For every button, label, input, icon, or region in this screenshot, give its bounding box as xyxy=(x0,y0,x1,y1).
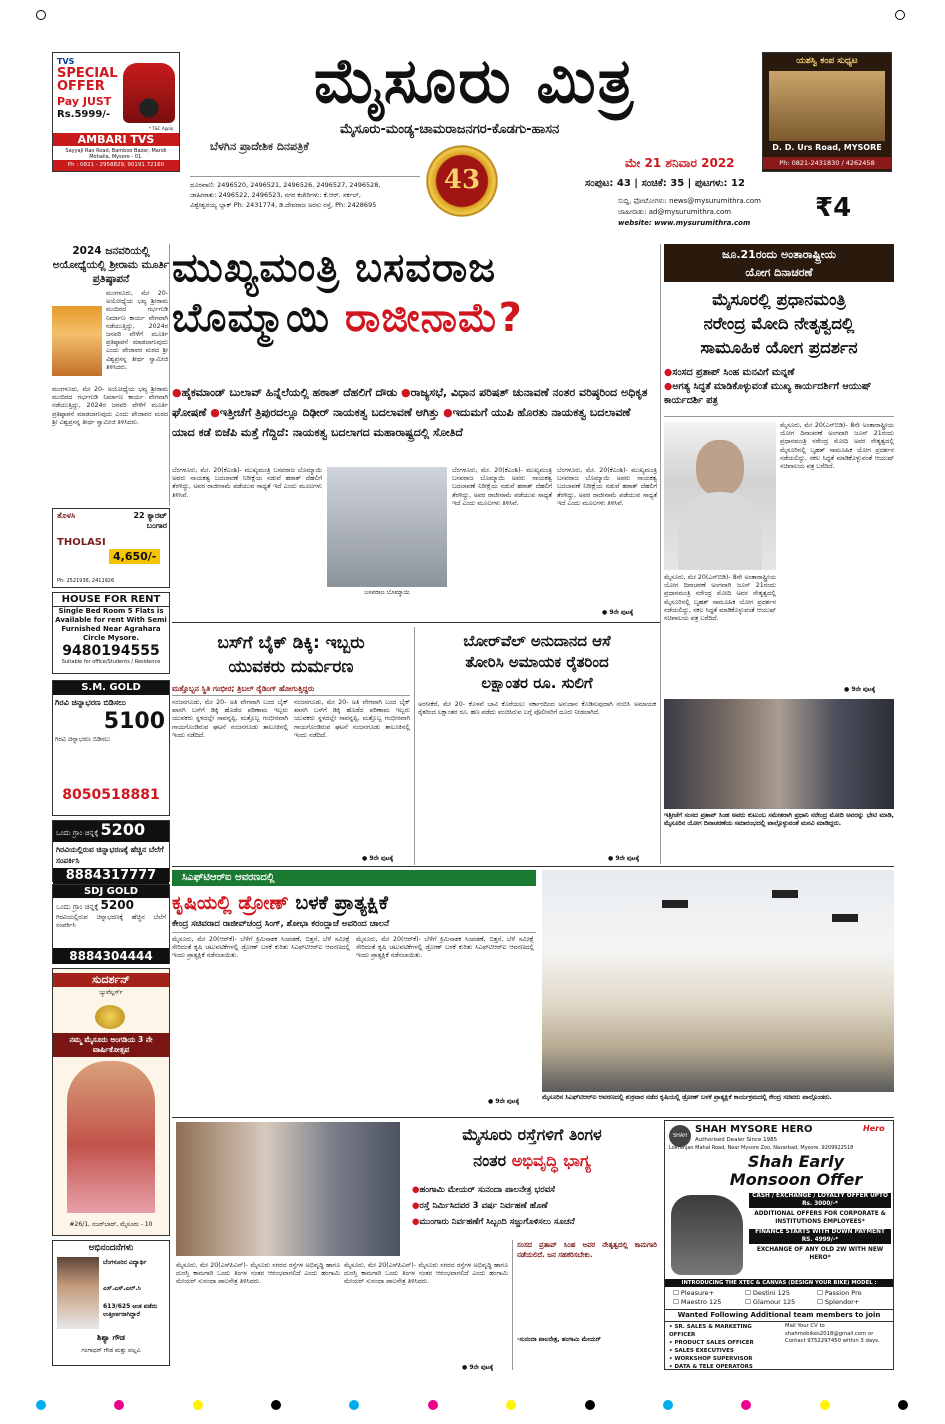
contact-address: ವಿಶ್ವೇಶ್ವರಯ್ಯ ಬ್ಲಾಕ್ Ph: 2431774, ಡಿ.ದೇವರಾಜ ಅರಸು ರಸ್ತೆ, Ph: 2428695 xyxy=(190,201,377,209)
drone-icon xyxy=(832,914,858,922)
drone-continue[interactable]: ● 9ನೇ ಪುಟಕ್ಕೆ xyxy=(488,1098,520,1105)
drone-headline xyxy=(172,890,536,916)
shah-address: Lokranjan Mahal Road, Near Mysore Zoo, Nazarbad, Mysore. 9209922518 xyxy=(669,1145,854,1151)
lead-bullet: ● ಇದುಮಗೆ ಯುಪಿ ಹೊರತು ನಾಯಕತ್ವ ಬದಲಾವಣೆ ಯಾದ ಕಡೆ ಬಿಜೆಪಿ ಮತ್ತೆ ಗೆದ್ದಿದೆ: ನಾಯಕತ್ವ ಬದಲಾಗದ ಮಹಾರಾಷ್ಟ್ರದಲ್ಲಿ ಸೋತಿದೆ xyxy=(172,406,630,439)
drone-tag: ಸಿಎಫ್‌ಟಿಆರ್‌ಐ ಆವರಣದಲ್ಲಿ xyxy=(172,870,536,886)
contact-block xyxy=(190,180,425,210)
cm-photo xyxy=(327,467,447,587)
model-destini: ☐ Destini 125 xyxy=(745,1289,791,1297)
yoga-bullet: ● ಅಗತ್ಯ ಸಿದ್ಧತೆ ಮಾಡಿಕೊಳ್ಳುವಂತೆ ಮುಖ್ಯ ಕಾರ್ಯದರ್ಶಿಗೆ ಆಯುಷ್ ಕಾರ್ಯದರ್ಶಿ ಪತ್ರ xyxy=(664,380,894,408)
section-rule xyxy=(172,866,894,867)
shah-offer: EXCHANGE OF ANY OLD 2W WITH NEW HERO* xyxy=(756,1247,884,1261)
tvs-amount: Rs.5999/- xyxy=(57,109,111,120)
registration-mark xyxy=(36,10,46,20)
bus-sub: ಮತ್ತೊಬ್ಬನ ಸ್ಥಿತಿ ಗಂಭೀರ; ತ್ರಿಬಲ್ ರೈಡಿಂಗ್ ಹೋಗುತ್ತಿದ್ದರು xyxy=(172,683,410,696)
ad-tvs[interactable] xyxy=(52,52,180,172)
shah-logo-icon: SHAH xyxy=(669,1125,691,1147)
borewell-body: ಅರಸೀಕೆರೆ, ಮೇ 20- ಕೊಳವೆ ಬಾವಿ ಕೊರೆಯಲು ಸರ್ಕಾರದಿಂದ ಅನುದಾನ ಕೊಡಿಸುವುದಾಗಿ ನಂಬಿಸಿ ಅಮಾಯಕ ರೈತರಿಂದ ಲಕ್ಷಾಂತರ ರೂ. ಹಣ ಪಡೆದು ವಂಚಿಸಿರುವ ಬಗ್ಗೆ ಪೊಲೀಸರಿಗೆ ದೂರು ನೀಡಲಾಗಿದೆ. xyxy=(418,701,656,717)
yoga-body-col2: ಮೈಸೂರು, ಮೇ 20(ಎಸ್‍ಬಿಡಿ)- 8ನೇ ಅಂತಾರಾಷ್ಟ್ರೀಯ ಯೋಗ ದಿನಾಚರಣೆ ಅಂಗವಾಗಿ ಜೂನ್ 21ರಂದು ಪ್ರಧಾನಮಂತ್ರಿ ನರೇಂದ್ರ ಮೋದಿ ಅವರ ನೇತೃತ್ವದಲ್ಲಿ ಮೈಸೂರಿನಲ್ಲಿ ಬೃಹತ್ ಸಾಮೂಹಿಕ ಯೋಗ ಪ್ರದರ್ಶನ ನಡೆಯಲಿದ್ದು, ಸಕಲ ಸಿದ್ಧತೆ ಮಾಡಿಕೊಳ್ಳುವಂತೆ ಆಯುಷ್ ಸಚಿವಾಲಯ ಪತ್ರ ಬರೆದಿದೆ. xyxy=(780,422,894,471)
lead-bullet: ● ಹೈಕಮಾಂಡ್ ಬುಲಾವ್ ಹಿನ್ನೆಲೆಯಲ್ಲಿ ಹಠಾತ್ ದೆಹಲಿಗೆ ದೌಡು xyxy=(172,386,397,399)
congrats-line1: ಬೆಂಗಳೂರಿನ ವಿದ್ಯಾರ್ಥಿ xyxy=(103,1259,147,1266)
borewell-headline-2: ತೋರಿಸಿ ಅಮಾಯಕ ರೈತರಿಂದ xyxy=(465,653,609,671)
rent-line2: Available for rent With Semi xyxy=(55,616,167,624)
shah-job: • SALES EXECUTIVES xyxy=(669,1348,734,1354)
roads-headline xyxy=(404,1122,660,1174)
congrats-score: 613/625 ಅಂಕ ಪಡೆದು ಉತ್ತೀರ್ಣರಾಗಿದ್ದಾರೆ xyxy=(103,1303,158,1318)
tholasi-sub: ತೊಳಸಿ xyxy=(57,511,76,520)
bus-continue[interactable]: ● 9ನೇ ಪುಟಕ್ಕೆ xyxy=(362,855,394,862)
story-bus xyxy=(172,627,410,865)
lead-headline-2 xyxy=(172,295,657,341)
roads-body-col1: ಮೈಸೂರು, ಮೇ 20(ಎಸ್‍ಪಿಎನ್)- ಮೈಸೂರು ನಗರದ ರಸ್ತೆಗಳ ಅಭಿವೃದ್ಧಿ ಹಾಗೂ ದುರಸ್ತಿ ಕಾಮಗಾರಿ ಒಂದು ತಿಂಗಳ ನಂತರ ಆರಂಭವಾಗಲಿದೆ ಎಂದು ಹಂಗಾಮಿ ಮೇಯರ್ ಸುನಂದಾ ಪಾಲನೇತ್ರ ತಿಳಿಸಿದರು. xyxy=(176,1262,340,1286)
lead-body-col2: ಬೆಂಗಳೂರು, ಮೇ. 20(ಕೆಎಂಶಿ)- ಮುಖ್ಯಮಂತ್ರಿ ಬಸವರಾಜ ಬೊಮ್ಮಾಯಿ ಅವರು ನಾಯಕತ್ವ ಬದಲಾವಣೆ ನಿರೀಕ್ಷೆಯ ನಡುವೆ ಹಠಾತ್ ದೆಹಲಿಗೆ ತೆರಳಿದ್ದು, ಅವರ ರಾಜೀನಾಮೆ ಪಡೆಯುವ ಸಾಧ್ಯತೆ ಇದೆ ಎಂದು ಮೂಲಗಳು ತಿಳಿಸಿವೆ. xyxy=(452,467,552,507)
pages: ಪುಟಗಳು: 12 xyxy=(694,178,745,189)
congrats-name: ಶಿಶ್ಯಾ ಗೌಡ xyxy=(97,1333,125,1342)
issue: ಸಂಚಿಕೆ: 35 xyxy=(641,178,685,189)
shah-offer: CASH / EXCHANGE / LOYALTY OFFER UPTO Rs. 3000/-* xyxy=(749,1193,891,1208)
ayodhya-headline: 2024 ಜನವರಿಯಲ್ಲಿ ಅಯೋಧ್ಯೆಯಲ್ಲಿ ಶ್ರೀರಾಮ ಮೂರ್ತಿ ಪ್ರತಿಷ್ಠಾಪನೆ xyxy=(52,245,170,285)
section-rule xyxy=(172,1117,894,1118)
tholasi-name: THOLASI xyxy=(57,537,106,548)
yashaswi-phone: Ph: 0821-2431830 / 4262458 xyxy=(763,157,891,169)
masthead-tagline: ಬೆಳಗಿನ ಪ್ರಾದೇಶಿಕ ದಿನಪತ್ರಿಕೆ xyxy=(210,140,309,153)
sdj-header xyxy=(53,898,169,914)
ad5200-price: 5200 xyxy=(100,820,146,839)
email-news: ಸುದ್ದಿ, ಫೋಟೋಗಳು: news@mysurumithra.com xyxy=(618,197,761,205)
shah-dealer: SHAH MYSORE HERO xyxy=(695,1124,813,1135)
smgold-title: S.M. GOLD xyxy=(53,681,169,695)
model-photo xyxy=(67,1061,155,1213)
tvs-phone: Ph : 0821 - 2958829, 90191 72160 xyxy=(53,160,179,171)
column-rule xyxy=(660,244,661,864)
roads-headline-2a: ನಂತರ xyxy=(473,1151,512,1170)
anniversary-number: 43 xyxy=(443,165,481,195)
drone-icon xyxy=(772,890,798,898)
congrats-parents: ಗಂಗಾಧರ್ ಗೌಡ ಮತ್ತು ಪಲ್ಲವಿ xyxy=(81,1347,141,1354)
masthead-subtitle: ಮೈಸೂರು-ಮಂಡ್ಯ-ಚಾಮರಾಜನಗರ-ಕೊಡಗು-ಹಾಸನ xyxy=(340,122,560,137)
lead-continue[interactable]: ● 9ನೇ ಪುಟಕ್ಕೆ xyxy=(602,609,634,616)
ad5200-phone: 8884317777 xyxy=(53,868,169,884)
shah-offers xyxy=(749,1193,891,1262)
drone-icon xyxy=(662,900,688,908)
borewell-continue[interactable]: ● 9ನೇ ಪುಟಕ್ಕೆ xyxy=(608,855,640,862)
tvs-address: Sayyaji Rao Road, Bamboo Bazar, Mandi Mohalla, Mysore - 01. xyxy=(65,148,167,160)
sdj-phone: 8884304444 xyxy=(53,948,169,964)
roads-bullets xyxy=(412,1182,660,1230)
drone-headline-b: ಬಳಕೆ ಪ್ರಾತ್ಯಕ್ಷಿಕೆ xyxy=(288,892,389,914)
portrait-face xyxy=(696,440,744,496)
contact-fax: ಜಾಹೀರಾತು: 2496522, 2496523, ನಗರ ಕಚೇರಿಗಳು: ಕೆ.ಆರ್. ಸರ್ಕಲ್, xyxy=(190,191,361,199)
shah-jobs xyxy=(669,1323,779,1371)
sudarshan-line: ನಮ್ಮ ಮೈಸೂರು ಅಂಗಡಿಯ 3 ನೇ ವಾರ್ಷಿಕೋತ್ಸವ xyxy=(53,1033,169,1057)
yoga-tag xyxy=(664,244,894,282)
yashaswi-address: D. D. Urs Road, MYSORE xyxy=(772,143,882,152)
story-ayodhya xyxy=(52,244,170,506)
lead-headline-1: ಮುಖ್ಯಮಂತ್ರಿ ಬಸವರಾಜ xyxy=(172,245,497,291)
congrats-title: ಅಭಿನಂದನೆಗಳು xyxy=(88,1243,134,1253)
contact-online xyxy=(618,196,788,229)
ad-yashaswi[interactable] xyxy=(762,52,892,172)
scooter-image xyxy=(671,1195,743,1275)
shah-offer: FINANCE STARTS WITH DOWN PAYMENT RS. 4999/-* xyxy=(749,1229,891,1244)
congrats-line2: ಎಸ್.ಎಸ್.ಎಲ್.ಸಿ xyxy=(103,1285,141,1292)
roads-body-col2: ಮೈಸೂರು, ಮೇ 20(ಎಸ್‍ಪಿಎನ್)- ಮೈಸೂರು ನಗರದ ರಸ್ತೆಗಳ ಅಭಿವೃದ್ಧಿ ಹಾಗೂ ದುರಸ್ತಿ ಕಾಮಗಾರಿ ಒಂದು ತಿಂಗಳ ನಂತರ ಆರಂಭವಾಗಲಿದೆ ಎಂದು ಹಂಗಾಮಿ ಮೇಯರ್ ಸುನಂದಾ ಪಾಲನೇತ್ರ ತಿಳಿಸಿದರು. xyxy=(344,1262,508,1286)
pm-photo-caption: ಇತ್ತೀಚೆಗೆ ಸಂಸದ ಪ್ರತಾಪ್ ಸಿಂಹ ಅವರು ಕುಟುಂಬ ಸಮೇತರಾಗಿ ಪ್ರಧಾನಿ ನರೇಂದ್ರ ಮೋದಿ ಅವರನ್ನು ಭೇಟಿ ಮಾಡಿ, ಮೈಸೂರಿನ ಯೋಗ ದಿನಾಚರಣೆಯ ಸಮಾರಂಭದಲ್ಲಿ ಪಾಲ್ಗೊಳ್ಳುವಂತೆ ಮನವಿ ಮಾಡಿದ್ದರು. xyxy=(664,812,894,828)
sdj-title: SDJ GOLD xyxy=(53,885,169,898)
model-maestro: ☐ Maestro 125 xyxy=(673,1298,722,1306)
bus-headline-1: ಬಸ್‍ಗೆ ಬೈಕ್ ಡಿಕ್ಕಿ: ಇಬ್ಬರು xyxy=(217,633,365,653)
bus-headline xyxy=(176,631,406,679)
drone-photo xyxy=(542,870,894,1092)
shah-mail: Mail Your CV to shahmobikes2018@gmail.com or Contact 9752297450 within 3 days. xyxy=(785,1323,880,1344)
rent-line1: Single Bed Room 5 Flats is xyxy=(58,607,164,615)
story-drone xyxy=(172,870,894,1116)
website-link[interactable]: website: www.mysurumithra.com xyxy=(618,219,751,227)
bus-body-col1: ನಂಜನಗೂಡು, ಮೇ 20- ಅತಿ ವೇಗವಾಗಿ ಬಂದ ಬೈಕ್ ಖಾಸಗಿ ಬಸ್‍ಗೆ ಡಿಕ್ಕಿ ಹೊಡೆದ ಪರಿಣಾಮ ಇಬ್ಬರು ಯುವಕರು ಸ್ಥಳದಲ್ಲೇ ಸಾವನ್ನಪ್ಪಿ, ಮತ್ತೊಬ್ಬ ಗಂಭೀರವಾಗಿ ಗಾಯಗೊಂಡಿರುವ ಘಟನೆ ನಂಜನಗೂಡು ತಾಲೂಕಿನಲ್ಲಿ ಇಂದು ನಡೆದಿದೆ. xyxy=(172,699,288,739)
student-photo xyxy=(57,1257,99,1329)
drone-body-col1: ಮೈಸೂರು, ಮೇ 20(ಆರ್‌ಕೆ)- ಬೆಳೆಗೆ ಕ್ರಿಮಿನಾಶಕ ಸಿಂಪಡಣೆ, ಬಿತ್ತನೆ, ಬೆಳೆ ಸಮೀಕ್ಷೆ ಸೇರಿದಂತೆ ಕೃಷಿ ಚಟುವಟಿಕೆಗಳಲ್ಲಿ ಡ್ರೋಣ್ ಬಳಕೆ ಕುರಿತು ಸಿಎಫ್‌ಟಿಆರ್‌ಐ ಆವರಣದಲ್ಲಿ ಇಂದು ಪ್ರಾತ್ಯಕ್ಷಿಕೆ ನಡೆಸಲಾಯಿತು. xyxy=(172,936,350,960)
model-pleasure: ☐ Pleasure+ xyxy=(673,1289,715,1297)
roads-headline-1: ಮೈಸೂರು ರಸ್ತೆಗಳಿಗೆ ತಿಂಗಳ xyxy=(462,1125,602,1144)
ad-sudarshan[interactable] xyxy=(52,968,170,1236)
rent-line4: Circle Mysore. xyxy=(82,634,140,642)
roads-bullet: ● ರಸ್ತೆ ನಿರ್ಮಿಸಿದವರ 3 ವರ್ಷ ನಿರ್ವಹಣೆ ಹೊಣೆ xyxy=(412,1198,660,1214)
tvs-tc: * T&C Apply xyxy=(149,126,174,131)
pm-meeting-photo xyxy=(664,699,894,809)
smgold-phone: 8050518881 xyxy=(62,787,160,803)
smgold-body: ಗಿರವಿ ಚಿನ್ನಾಭರಣ ಬಿಡಿಸಲು xyxy=(55,736,111,743)
gold-coin-icon xyxy=(95,1005,125,1029)
sdj-body: ಗಿರವಿಯಲ್ಲಿರುವ ಚಿನ್ನಾಭರಣಕ್ಕೆ ಹೆಚ್ಚಿನ ಬೆಲೆಗೆ ಸಂಪರ್ಕಿಸಿ xyxy=(56,914,166,930)
email-ad: ಜಾಹೀರಾತು: ad@mysurumithra.com xyxy=(618,208,732,216)
masthead-date: ಮೇ 21 ಶನಿವಾರ 2022 xyxy=(625,156,735,170)
shah-title xyxy=(701,1153,891,1189)
tvs-brand: TVS xyxy=(57,57,75,66)
modi-photo xyxy=(664,422,776,570)
yoga-continue[interactable]: ● 9ನೇ ಪುಟಕ್ಕೆ xyxy=(844,686,876,693)
lead-body-col1: ಬೆಂಗಳೂರು, ಮೇ. 20(ಕೆಎಂಶಿ)- ಮುಖ್ಯಮಂತ್ರಿ ಬಸವರಾಜ ಬೊಮ್ಮಾಯಿ ಅವರು ನಾಯಕತ್ವ ಬದಲಾವಣೆ ನಿರೀಕ್ಷೆಯ ನಡುವೆ ಹಠಾತ್ ದೆಹಲಿಗೆ ತೆರಳಿದ್ದು, ಅವರ ರಾಜೀನಾಮೆ ಪಡೆಯುವ ಸಾಧ್ಯತೆ ಇದೆ ಎಂದು ಮೂಲಗಳು ತಿಳಿಸಿವೆ. xyxy=(172,467,322,499)
ad-tholasi[interactable] xyxy=(52,508,170,588)
tholasi-phone: Ph: 2521936, 2411926 xyxy=(57,578,115,584)
swamiji-photo xyxy=(52,306,102,376)
yashaswi-name: ಯಶಸ್ವಿ ಕಂಪ ಸುಧ್ಯಟ xyxy=(796,56,858,66)
roads-continue[interactable]: ● 9ನೇ ಪುಟಕ್ಕೆ xyxy=(462,1364,494,1371)
rent-line3: Furnished Near Agrahara xyxy=(61,625,161,633)
roads-quote-by: -ಸುನಂದಾ ಪಾಲನೇತ್ರ, ಹಂಗಾಮಿ ಮೇಯರ್ xyxy=(517,1336,601,1343)
shah-job: • WORKSHOP SUPERVISOR xyxy=(669,1356,753,1362)
lead-headline-name: ಬೊಮ್ಮಾಯಿ xyxy=(172,295,345,341)
yoga-bullet: ● ಸಂಸದ ಪ್ರತಾಪ್ ಸಿಂಹ ಮನವಿಗೆ ಮನ್ನಣೆ xyxy=(664,366,894,380)
shah-title-1: Shah Early xyxy=(747,1152,845,1171)
roads-bullet: ● ಹಂಗಾಮಿ ಮೇಯರ್ ಸುನಂದಾ ಪಾಲನೇತ್ರ ಭರವಸೆ xyxy=(412,1182,660,1198)
yoga-headline-3: ಸಾಮೂಹಿಕ ಯೋಗ ಪ್ರದರ್ಶನ xyxy=(700,338,858,357)
lead-headline-resign: ರಾಜೀನಾಮೆ? xyxy=(344,295,523,341)
ayodhya-body-b: ಮಂಗಳೂರು, ಮೇ 20- ಅಯೋಧ್ಯೆಯ ಭವ್ಯ ಶ್ರೀರಾಮ ಮಂದಿರದ ಗರ್ಭಗುಡಿ ನಿರ್ಮಾಣ ಕಾರ್ಯ ವೇಗವಾಗಿ ನಡೆಯುತ್ತಿದ್ದು, 2024ರ ಜನವರಿ ವೇಳೆಗೆ ಮೂರ್ತಿ ಪ್ರತಿಷ್ಠಾಪನೆ ಮಾಡಲಾಗುವುದು ಎಂದು ಪೇಜಾವರ ಮಠದ ಶ್ರೀ ವಿಶ್ವಪ್ರಸನ್ನ ತೀರ್ಥ ಸ್ವಾಮೀಜಿ ತಿಳಿಸಿದರು. xyxy=(52,386,168,426)
tholasi-offer: 22 ಕ್ಯಾರಟ್ ಬಂಗಾರ xyxy=(133,511,167,530)
bus-body-col2: ನಂಜನಗೂಡು, ಮೇ 20- ಅತಿ ವೇಗವಾಗಿ ಬಂದ ಬೈಕ್ ಖಾಸಗಿ ಬಸ್‍ಗೆ ಡಿಕ್ಕಿ ಹೊಡೆದ ಪರಿಣಾಮ ಇಬ್ಬರು ಯುವಕರು ಸ್ಥಳದಲ್ಲೇ ಸಾವನ್ನಪ್ಪಿ, ಮತ್ತೊಬ್ಬ ಗಂಭೀರವಾಗಿ ಗಾಯಗೊಂಡಿರುವ ಘಟನೆ ನಂಜನಗೂಡು ತಾಲೂಕಿನಲ್ಲಿ ಇಂದು ನಡೆದಿದೆ. xyxy=(294,699,410,739)
roads-bullet: ● ಮುಂಗಾರು ನಿರ್ವಹಣೆಗೆ ಸಿಬ್ಬಂದಿ ಸಜ್ಜುಗೊಳಿಸಲು ಸೂಚನೆ xyxy=(412,1214,660,1230)
sdj-price: 5200 xyxy=(100,898,134,912)
cm-photo-caption: ಬಸವರಾಜ ಬೊಮ್ಮಾಯಿ xyxy=(364,589,410,596)
sudarshan-address: #26/1, ನಜರ್‌ಬಾದ್, ಮೈಸೂರು - 10 xyxy=(69,1221,153,1228)
ad-congrats[interactable] xyxy=(52,1240,170,1366)
volume: ಸಂಪುಟ: 43 xyxy=(585,178,631,189)
tvs-dealer: AMBARI TVS xyxy=(53,133,179,146)
drone-sub: ಕೇಂದ್ರ ಸಚಿವರಾದ ರಾಜೀವ್‍ಚಂದ್ರ ಸಿಂಗ್, ಶೋಭಾ ಕರಂದ್ಲಾಜೆ ಅವರಿಂದ ಚಾಲನೆ xyxy=(172,918,536,933)
sudarshan-name: ಸುದರ್ಶನ್ xyxy=(53,973,169,987)
anniversary-emblem xyxy=(422,141,502,221)
shah-title-2: Monsoon Offer xyxy=(729,1170,863,1189)
roads-quote: ಸಂಸದ ಪ್ರತಾಪ್ ಸಿಂಹ ಅವರ ನೇತೃತ್ವದಲ್ಲಿ ಕಾಮಗಾರಿ ನಡೆಯಲಿದೆ. ಜನ ಸಹಕರಿಸಬೇಕು. xyxy=(517,1241,657,1259)
story-roads xyxy=(172,1120,660,1370)
shah-wanted: Wanted Following Additional team members to join xyxy=(665,1309,893,1322)
lead-story xyxy=(172,245,657,620)
story-borewell xyxy=(418,627,656,865)
yoga-headline xyxy=(664,288,894,360)
yoga-headline-2: ನರೇಂದ್ರ ಮೋದಿ ನೇತೃತ್ವದಲ್ಲಿ xyxy=(703,314,855,333)
ayodhya-body-a: ಮಂಗಳೂರು, ಮೇ 20- ಅಯೋಧ್ಯೆಯ ಭವ್ಯ ಶ್ರೀರಾಮ ಮಂದಿರದ ಗರ್ಭಗುಡಿ ನಿರ್ಮಾಣ ಕಾರ್ಯ ವೇಗವಾಗಿ ನಡೆಯುತ್ತಿದ್ದು, 2024ರ ಜನವರಿ ವೇಳೆಗೆ ಮೂರ್ತಿ ಪ್ರತಿಷ್ಠಾಪನೆ ಮಾಡಲಾಗುವುದು ಎಂದು ಪೇಜಾವರ ಮಠದ ಶ್ರೀ ವಿಶ್ವಪ್ರಸನ್ನ ತೀರ್ಥ ಸ್ವಾಮೀಜಿ ತಿಳಿಸಿದರು. xyxy=(106,290,168,371)
model-glamour: ☐ Glamour 125 xyxy=(745,1298,796,1306)
price: ₹4 xyxy=(815,193,852,223)
hero-brand: Hero xyxy=(863,1124,885,1133)
color-registration-bar xyxy=(36,1400,908,1412)
rent-title: HOUSE FOR RENT xyxy=(53,593,169,607)
shah-auth: Authorised Dealer Since 1985 xyxy=(695,1137,778,1143)
drone-headline-a: ಕೃಷಿಯಲ್ಲಿ ಡ್ರೋಣ್ xyxy=(172,892,289,914)
yoga-headline-1: ಮೈಸೂರಲ್ಲಿ ಪ್ರಧಾನಮಂತ್ರಿ xyxy=(712,290,846,309)
column-rule xyxy=(414,627,415,865)
drone-caption: ಮೈಸೂರಿನ ಸಿಎಫ್‌ಟಿಆರ್‌ಐ ಆವರಣದಲ್ಲಿ ಶುಕ್ರವಾರ ನಡೆದ ಕೃಷಿಯಲ್ಲಿ ಡ್ರೋಣ್ ಬಳಕೆ ಪ್ರಾತ್ಯಕ್ಷಿಕೆ ಕಾರ್ಯಕ್ರಮದಲ್ಲಿ ಕೇಂದ್ರ ಸಚಿವರು ಪಾಲ್ಗೊಂಡರು. xyxy=(542,1094,832,1101)
lead-bullets xyxy=(172,383,657,443)
ad-5200[interactable] xyxy=(52,820,170,882)
model-splendor: ☐ Splendor+ xyxy=(817,1298,860,1306)
shah-job: • DATA & TELE OPERATORS xyxy=(669,1364,753,1370)
ad-house-rent[interactable] xyxy=(52,592,170,674)
sudarshan-sub: ಜ್ಯುವೆಲ್ಲರ್ಸ್ xyxy=(99,989,123,996)
smgold-line: ಗಿರವಿ ಚಿನ್ನಾಭರಣ ಬಿಡಿಸಲು xyxy=(55,698,126,707)
rent-note: Suitable for office/Students / Residence xyxy=(61,659,161,665)
divider xyxy=(190,176,420,177)
ad-sdj-gold[interactable] xyxy=(52,884,170,964)
ad5200-header xyxy=(53,821,169,842)
lead-bullet: ● ರಾಜ್ಯಸಭೆ, ವಿಧಾನ ಪರಿಷತ್ ಚುನಾವಣೆ ನಂತರ ವರಿಷ್ಠರಿಂದ ಅಧಿಕೃತ ಘೋಷಣೆ xyxy=(172,386,647,419)
drone-body-col2: ಮೈಸೂರು, ಮೇ 20(ಆರ್‌ಕೆ)- ಬೆಳೆಗೆ ಕ್ರಿಮಿನಾಶಕ ಸಿಂಪಡಣೆ, ಬಿತ್ತನೆ, ಬೆಳೆ ಸಮೀಕ್ಷೆ ಸೇರಿದಂತೆ ಕೃಷಿ ಚಟುವಟಿಕೆಗಳಲ್ಲಿ ಡ್ರೋಣ್ ಬಳಕೆ ಕುರಿತು ಸಿಎಫ್‌ಟಿಆರ್‌ಐ ಆವರಣದಲ್ಲಿ ಇಂದು ಪ್ರಾತ್ಯಕ್ಷಿಕೆ ನಡೆಸಲಾಯಿತು. xyxy=(356,936,534,960)
masthead-title: ಮೈಸೂರು ಮಿತ್ರ xyxy=(313,44,636,117)
roads-headline-2b: ಅಭಿವೃದ್ಧಿ ಭಾಗ್ಯ xyxy=(511,1151,591,1170)
yoga-bullets xyxy=(664,366,894,408)
yoga-tag-line1: ಜೂ.21ರಂದು ಅಂತಾರಾಷ್ಟ್ರೀಯ xyxy=(721,248,837,261)
model-passion: ☐ Passion Pro xyxy=(817,1289,862,1297)
tvs-offer: SPECIAL OFFER xyxy=(57,66,118,94)
lead-body-col3: ಬೆಂಗಳೂರು, ಮೇ. 20(ಕೆಎಂಶಿ)- ಮುಖ್ಯಮಂತ್ರಿ ಬಸವರಾಜ ಬೊಮ್ಮಾಯಿ ಅವರು ನಾಯಕತ್ವ ಬದಲಾವಣೆ ನಿರೀಕ್ಷೆಯ ನಡುವೆ ಹಠಾತ್ ದೆಹಲಿಗೆ ತೆರಳಿದ್ದು, ಅವರ ರಾಜೀನಾಮೆ ಪಡೆಯುವ ಸಾಧ್ಯತೆ ಇದೆ ಎಂದು ಮೂಲಗಳು ತಿಳಿಸಿವೆ. xyxy=(557,467,657,507)
borewell-headline-3: ಲಕ್ಷಾಂತರ ರೂ. ಸುಲಿಗೆ xyxy=(481,674,593,692)
lead-bullet: ● ಇತ್ತೀಚೆಗೆ ತ್ರಿಪುರದಲ್ಲೂ ದಿಢೀರ್ ನಾಯಕತ್ವ ಬದಲಾವಣೆ ಆಗಿತ್ತು xyxy=(210,406,439,419)
smgold-price: 5100 xyxy=(103,709,165,734)
bus-headline-2: ಯುವಕರು ದುರ್ಮರಣ xyxy=(228,657,354,677)
sdj-line: ಒಂದು ಗ್ರಾಂ ಚಿನ್ನಕ್ಕೆ xyxy=(56,903,99,911)
shah-job: • SR. SALES & MARKETING OFFICER xyxy=(669,1324,752,1338)
yoga-body-col1: ಮೈಸೂರು, ಮೇ 20(ಎಸ್‍ಬಿಡಿ)- 8ನೇ ಅಂತಾರಾಷ್ಟ್ರೀಯ ಯೋಗ ದಿನಾಚರಣೆ ಅಂಗವಾಗಿ ಜೂನ್ 21ರಂದು ಪ್ರಧಾನಮಂತ್ರಿ ನರೇಂದ್ರ ಮೋದಿ ಅವರ ನೇತೃತ್ವದಲ್ಲಿ ಮೈಸೂರಿನಲ್ಲಿ ಬೃಹತ್ ಸಾಮೂಹಿಕ ಯೋಗ ಪ್ರದರ್ಶನ ನಡೆಯಲಿದ್ದು, ಸಕಲ ಸಿದ್ಧತೆ ಮಾಡಿಕೊಳ್ಳುವಂತೆ ಆಯುಷ್ ಸಚಿವಾಲಯ ಪತ್ರ ಬರೆದಿದೆ. xyxy=(664,574,776,623)
ad5200-line: ಒಂದು ಗ್ರಾಂ ಚಿನ್ನಕ್ಕೆ xyxy=(56,829,99,837)
volume-issue: ಸಂಪುಟ: 43 | ಸಂಚಿಕೆ: 35 | ಪುಟಗಳು: 12 xyxy=(585,178,745,189)
roads-quote-box xyxy=(512,1240,660,1370)
tholasi-price: 4,650/- xyxy=(109,549,160,564)
shah-job: • PRODUCT SALES OFFICER xyxy=(669,1340,754,1346)
yoga-tag-line2: ಯೋಗ ದಿನಾಚರಣೆ xyxy=(745,266,813,279)
scooter-image xyxy=(123,63,175,123)
registration-mark xyxy=(895,10,905,20)
ad5200-desc: ಗಿರವಿಯಲ್ಲಿರುವ ಚಿನ್ನಾಭರಣಕ್ಕೆ ಹೆಚ್ಚಿನ ಬೆಲೆಗೆ ಸಂಪರ್ಕಿಸಿ xyxy=(56,845,164,865)
tvs-pay: Pay JUST xyxy=(57,95,112,108)
rent-phone: 9480194555 xyxy=(62,643,160,659)
story-yoga xyxy=(664,244,894,860)
contact-phones: ದೂರವಾಣಿ: 2496520, 2496521, 2496526, 2496527, 2496528, xyxy=(190,181,381,189)
borewell-headline-1: ಬೋರ್‌ವೆಲ್ ಅನುದಾನದ ಆಸೆ xyxy=(463,632,611,650)
mayor-photo xyxy=(176,1122,400,1256)
ad-shah-hero[interactable] xyxy=(664,1120,894,1370)
shah-offer: ADDITIONAL OFFERS FOR CORPORATE & INSTITUTIONS EMPLOYEES* xyxy=(754,1211,886,1225)
borewell-headline xyxy=(418,631,656,694)
shah-intro: INTRODUCING THE XTEC & CANVAS (DESIGN YOUR BIKE) MODEL : xyxy=(665,1279,893,1287)
section-rule xyxy=(172,622,660,623)
showroom-image xyxy=(769,71,885,141)
ad-sm-gold[interactable] xyxy=(52,680,170,816)
shah-models xyxy=(673,1289,889,1307)
divider xyxy=(664,416,894,417)
portrait-body xyxy=(678,492,762,570)
